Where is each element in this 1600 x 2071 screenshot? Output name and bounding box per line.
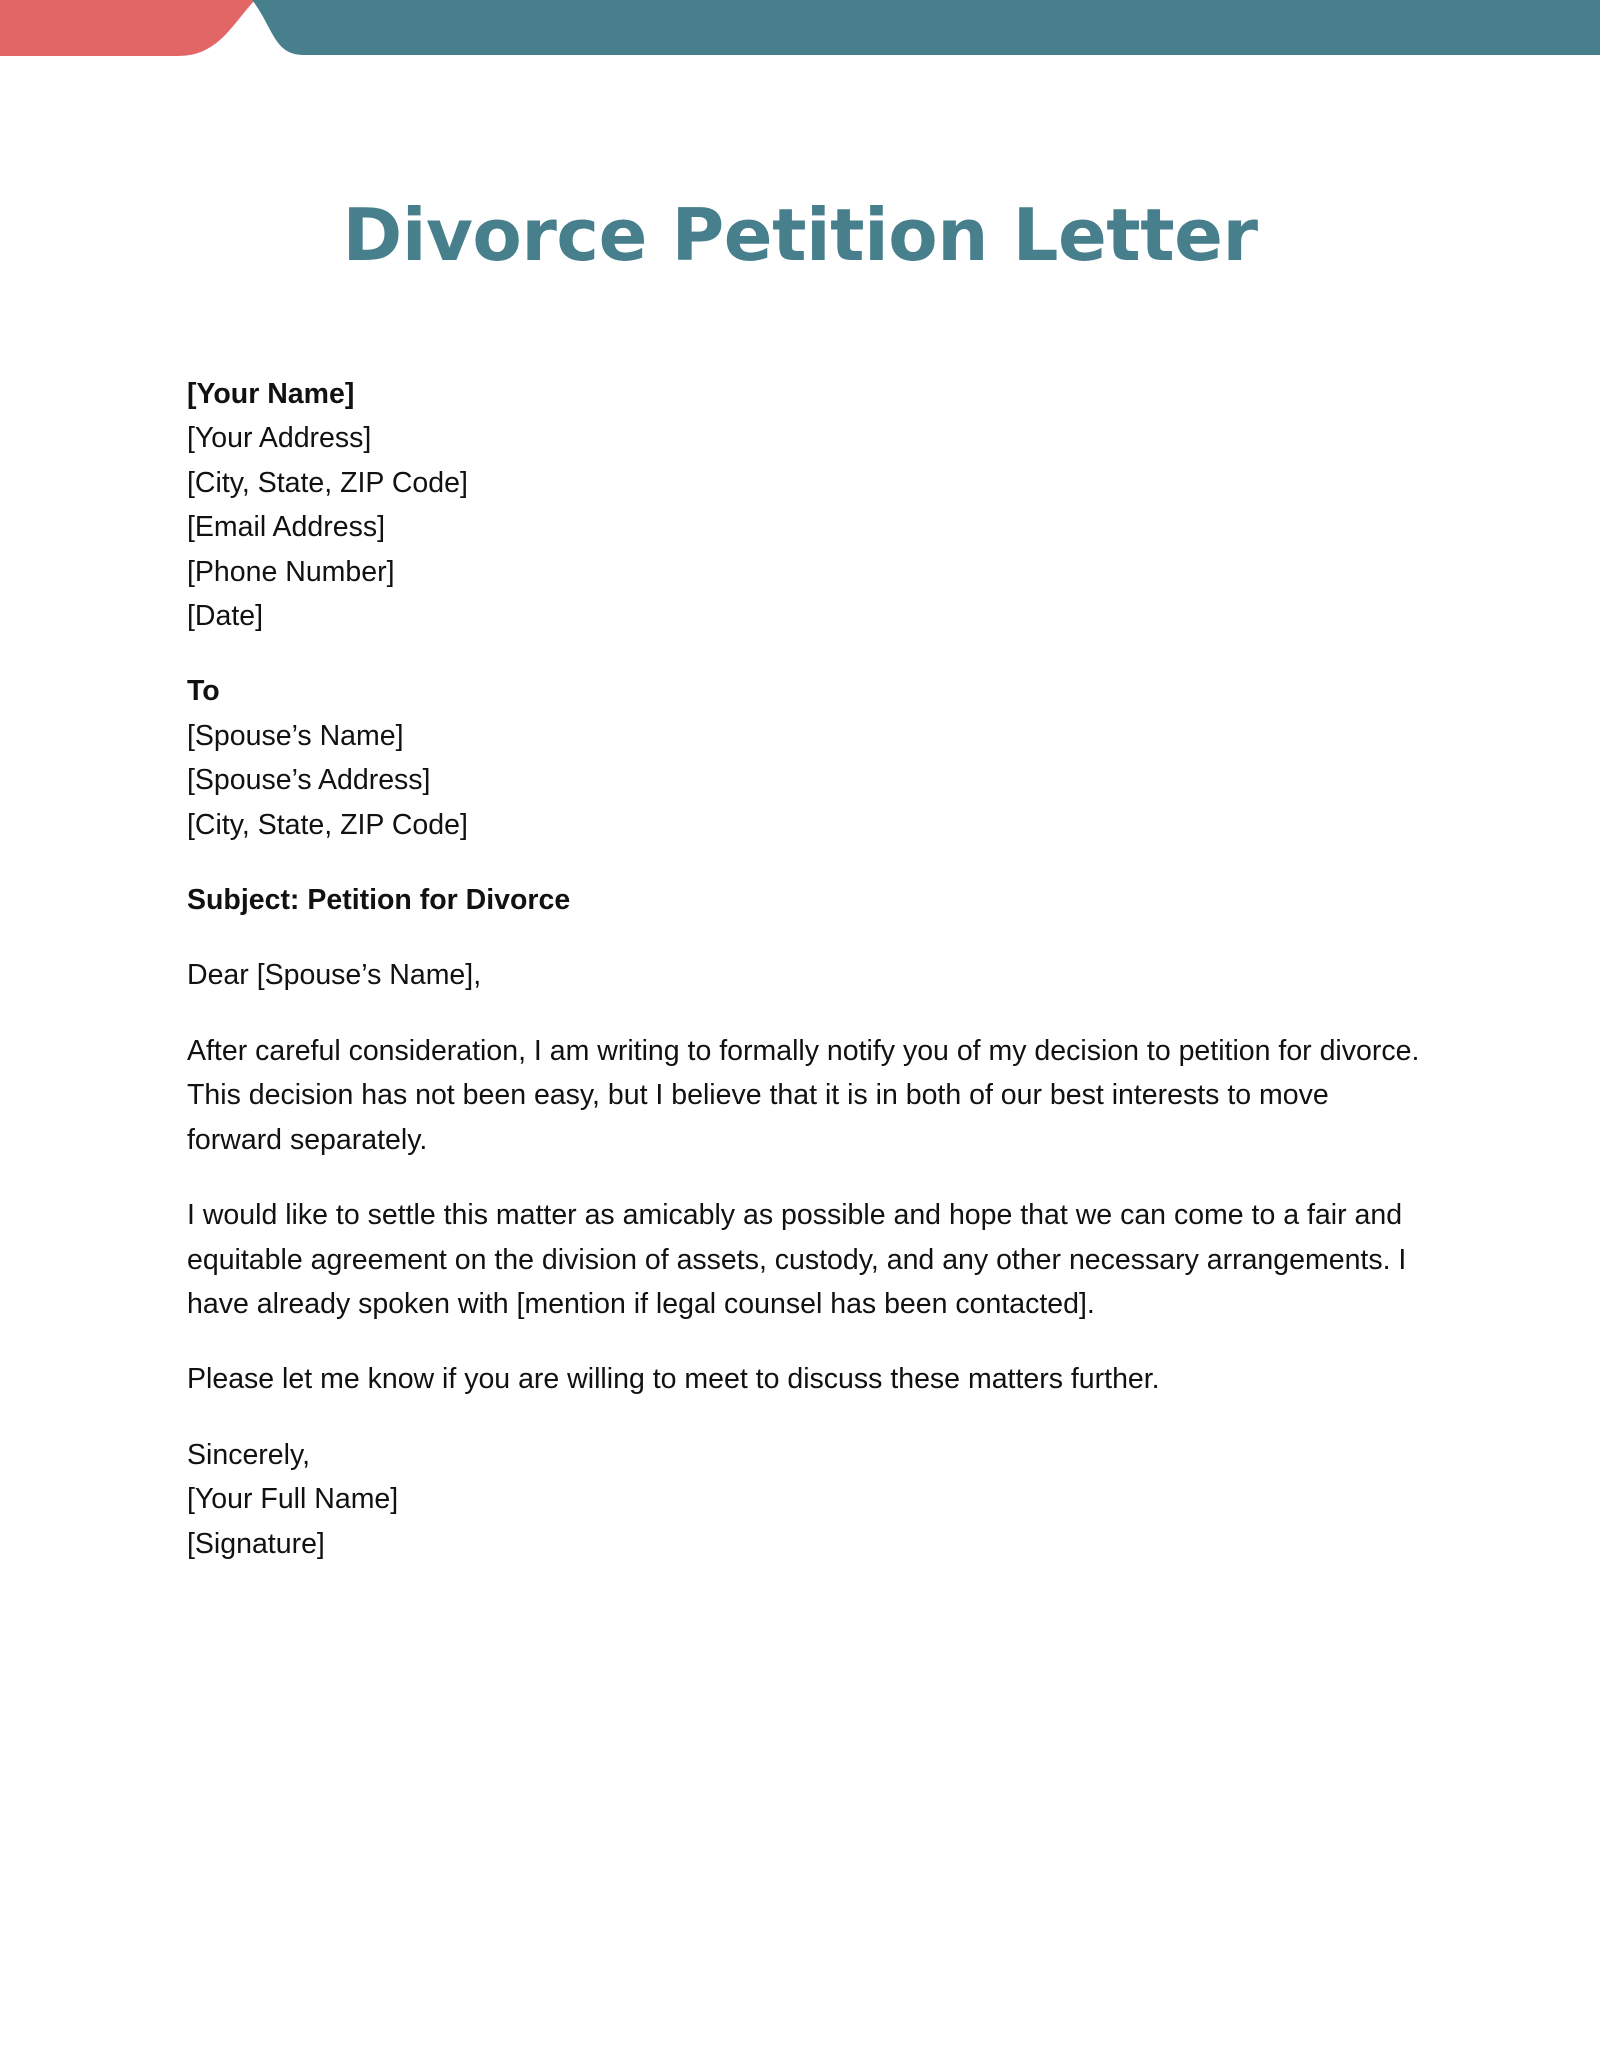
recipient-city-state-zip: [City, State, ZIP Code]	[187, 808, 468, 841]
body-paragraph: Please let me know if you are willing to meet to discuss these matters further.	[187, 1363, 1160, 1396]
sender-name: [Your Name]	[187, 378, 355, 410]
letter-body	[187, 372, 1427, 1597]
teal-banner-shape	[252, 0, 1600, 55]
closing-full-name: [Your Full Name]	[187, 1483, 399, 1516]
recipient-name: [Spouse’s Name]	[187, 719, 404, 752]
subject-line: Subject: Petition for Divorce	[187, 884, 571, 917]
letter-date: [Date]	[187, 600, 264, 633]
sender-city-state-zip: [City, State, ZIP Code]	[187, 466, 468, 499]
signature-placeholder: [Signature]	[187, 1527, 325, 1560]
sender-block	[187, 372, 1427, 638]
recipient-block	[187, 669, 1427, 847]
sender-phone: [Phone Number]	[187, 555, 395, 588]
body-paragraph: After careful consideration, I am writing to formally notify you of my decision to petition for divorce. This decision has not been easy, but I believe that it is in both of our best interests to move forward separately.	[187, 1034, 1420, 1156]
sender-email: [Email Address]	[187, 511, 385, 544]
page-title: Divorce Petition Letter	[342, 193, 1258, 277]
sign-off: Sincerely,	[187, 1438, 311, 1471]
recipient-label: To	[187, 675, 220, 708]
salutation: Dear [Spouse’s Name],	[187, 959, 482, 992]
coral-banner-shape	[0, 0, 255, 56]
recipient-address: [Spouse’s Address]	[187, 764, 431, 797]
sender-address: [Your Address]	[187, 422, 372, 455]
top-banner-decoration	[0, 0, 1600, 60]
body-paragraph: I would like to settle this matter as amicably as possible and hope that we can come to a fair and equitable agreement on the division of assets, custody, and any other necessary arrangements. I have already spoken with [mention if legal counsel has been contacted].	[187, 1199, 1407, 1320]
closing-block	[187, 1433, 1427, 1566]
